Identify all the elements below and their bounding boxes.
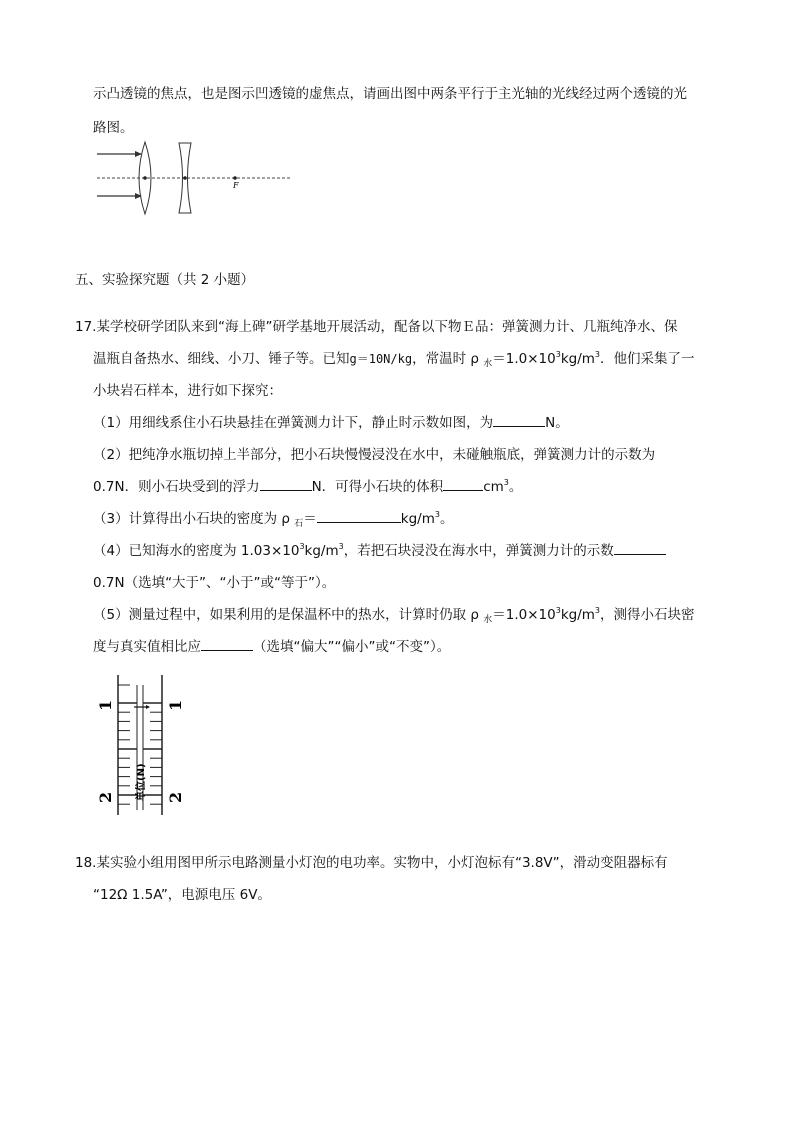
focus-label: F [233,181,239,190]
scale-label-right-1: 1 [166,699,185,711]
q17-part4-line1: （4）已知海水的密度为 $1.03\times 10^3kg/m^3$，若把石块浸没在海水中，弹簧测力计的示数 [93,539,666,559]
q18-line2: “12Ω 1.5A”，电源电压 6V。 [93,887,271,903]
q17-part3: （3）计算得出小石块的密度为 ρ $_石= kg/m^3$。 [93,510,454,529]
scale-label-right-2: 2 [166,791,185,803]
q17-part1: （1）用细线系住小石块悬挂在弹簧测力计下，静止时示数如图，为 N。 [93,411,569,431]
q16-line2: 路图。 [93,120,134,136]
scale-label-left-2: 2 [96,791,115,803]
q17-part2-line2: 0.7N．则小石块受到的浮力 N．可得小石块的体积 $cm^3$。 [93,478,523,495]
answer-blank-6[interactable] [201,636,253,651]
lens2-center-dot [183,176,187,180]
q17-part2-line1: （2）把纯净水瓶切掉上半部分，把小石块慢慢浸没在水中，未碰触瓶底，弹簧测力计的示数为 [93,447,656,463]
q17-intro-line1: 17.某学校研学团队来到“海上碑”研学基地开展活动，配备以下物Ｅ品：弹簧测力计、几瓶纯净水、保 [75,319,678,335]
q17-intro-line3: 小块岩石样本，进行如下探究： [93,383,282,399]
scale-label-left-1: 1 [96,699,115,711]
q16-line1: 示凸透镜的焦点，也是图示凹透镜的虚焦点，请画出图中两条平行于主光轴的光线经过两个透镜的光 [93,86,687,102]
lens-diagram [95,140,295,220]
spring-scale-figure [90,665,190,825]
focus-point [233,176,237,180]
q17-part4-line2: 0.7N（选填“大于”、“小于”或“等于”）。 [93,575,336,591]
q17-part5-line2: 度与真实值相比应 （选填“偏大”“偏小”或“不变”）。 [93,635,450,655]
scale-left-ticks [118,685,137,804]
scale-unit-label: 单位(N) [136,763,147,801]
q17-intro-line2: 温瓶自备热水、细线、小刀、锤子等。已知g＝10N/kg，常温时 ρ $_水=1.0\times 10^3kg/m^3$．他们采集了一 [93,350,695,369]
answer-blank-2[interactable] [260,476,312,491]
lens-center-dot [143,176,147,180]
answer-blank-4[interactable] [317,508,401,523]
q17-part5-line1: （5）测量过程中，如果利用的是保温杯中的热水，计算时仍取 ρ $_水=1.0\times 10^3kg/m^3$，测得小石块密 [93,606,695,625]
answer-blank-1[interactable] [493,412,545,427]
answer-blank-3[interactable] [443,476,483,491]
pointer-arrow-icon [146,705,150,709]
answer-blank-5[interactable] [614,540,666,555]
section-title: 五、实验探究题（共 2 小题） [75,272,255,288]
q18-line1: 18.某实验小组用图甲所示电路测量小灯泡的电功率。实物中，小灯泡标有“3.8V”，滑动变阻器标有 [75,855,668,871]
